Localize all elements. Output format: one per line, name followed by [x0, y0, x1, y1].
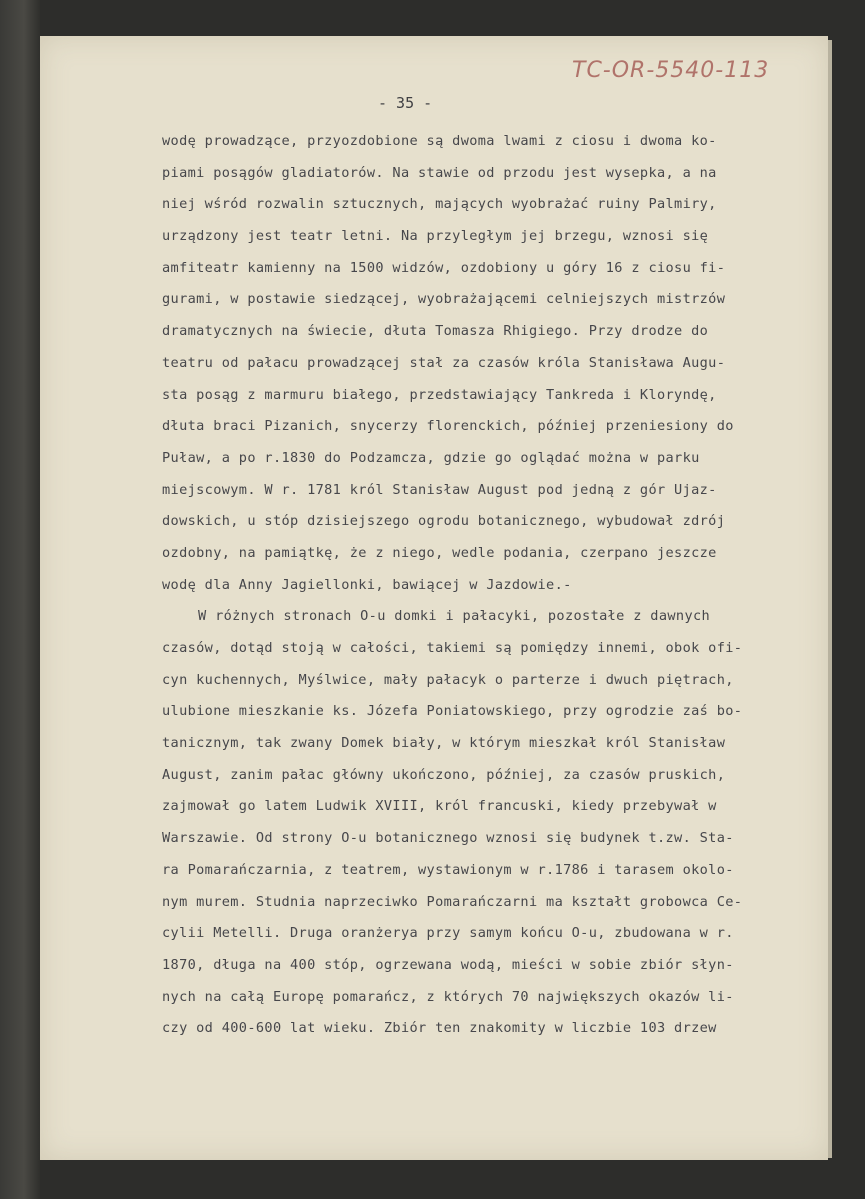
text-line: sta posąg z marmuru białego, przedstawiający Tankreda i Kloryndę,: [162, 386, 717, 403]
text-line: W różnych stronach O-u domki i pałacyki, pozostałe z dawnych: [198, 608, 711, 625]
text-line: August, zanim pałac główny ukończono, później, za czasów pruskich,: [162, 766, 726, 783]
text-line: Warszawie. Od strony O-u botanicznego wznosi się budynek t.zw. Sta-: [162, 830, 734, 847]
text-line: dowskich, u stóp dzisiejszego ogrodu botanicznego, wybudował zdrój: [162, 513, 726, 530]
text-line: zajmował go latem Ludwik XVIII, król francuski, kiedy przebywał w: [162, 798, 717, 815]
text-line: czy od 400-600 lat wieku. Zbiór ten znakomity w liczbie 103 drzew: [162, 1020, 717, 1037]
text-line: czasów, dotąd stoją w całości, takiemi są pomiędzy innemi, obok ofi-: [162, 640, 743, 656]
text-line: tanicznym, tak zwany Domek biały, w którym mieszkał król Stanisław: [162, 735, 726, 752]
text-line: Puław, a po r.1830 do Podzamcza, gdzie go oglądać można w parku: [162, 449, 700, 466]
text-line: wodę prowadzące, przyozdobione są dwoma lwami z ciosu i dwoma ko-: [162, 133, 717, 149]
text-line: dłuta braci Pizanich, snycerzy florenckich, później przeniesiony do: [162, 418, 734, 435]
text-line: cylii Metelli. Druga oranżerya przy samym końcu O-u, zbudowana w r.: [162, 925, 734, 942]
text-line: gurami, w postawie siedzącej, wyobrażającemi celniejszych mistrzów: [162, 291, 726, 308]
page-number: - 35 -: [378, 94, 433, 112]
text-line: dramatycznych na świecie, dłuta Tomasza Rhigiego. Przy drodze do: [162, 323, 709, 340]
text-line: teatru od pałacu prowadzącej stał za czasów króla Stanisława Augu-: [162, 354, 726, 371]
text-line: piami posągów gladiatorów. Na stawie od przodu jest wysepka, a na: [162, 164, 717, 181]
text-line: urządzony jest teatr letni. Na przyległym jej brzegu, wznosi się: [162, 228, 709, 245]
text-line: cyn kuchennych, Myślwice, mały pałacyk o parterze i dwuch piętrach,: [162, 671, 734, 688]
text-line: miejscowym. W r. 1781 król Stanisław August pod jedną z gór Ujaz-: [162, 481, 717, 498]
text-line: nym murem. Studnia naprzeciwko Pomarańczarni ma kształt grobowca Ce-: [162, 893, 743, 910]
text-line: ozdobny, na pamiątkę, że z niego, wedle podania, czerpano jeszcze: [162, 544, 717, 561]
body-text: [162, 126, 812, 1045]
text-line: amfiteatr kamienny na 1500 widzów, ozdobiony u góry 16 z ciosu fi-: [162, 259, 726, 276]
text-line: wodę dla Anny Jagiellonki, bawiącej w Jazdowie.-: [162, 576, 572, 593]
text-line: ra Pomarańczarnia, z teatrem, wystawionym w r.1786 i tarasem okolo-: [162, 861, 734, 878]
page-edge: [828, 40, 832, 1158]
binding-strip: [0, 0, 40, 1199]
archive-signature: TC-OR-5540-113: [572, 58, 770, 83]
text-line: 1870, długa na 400 stóp, ogrzewana wodą, mieści w sobie zbiór słyn-: [162, 956, 734, 973]
text-line: nych na całą Europę pomarańcz, z których 70 największych okazów li-: [162, 988, 734, 1005]
text-line: niej wśród rozwalin sztucznych, mających wyobrażać ruiny Palmiry,: [162, 196, 717, 213]
text-line: ulubione mieszkanie ks. Józefa Poniatowskiego, przy ogrodzie zaś bo-: [162, 703, 743, 720]
